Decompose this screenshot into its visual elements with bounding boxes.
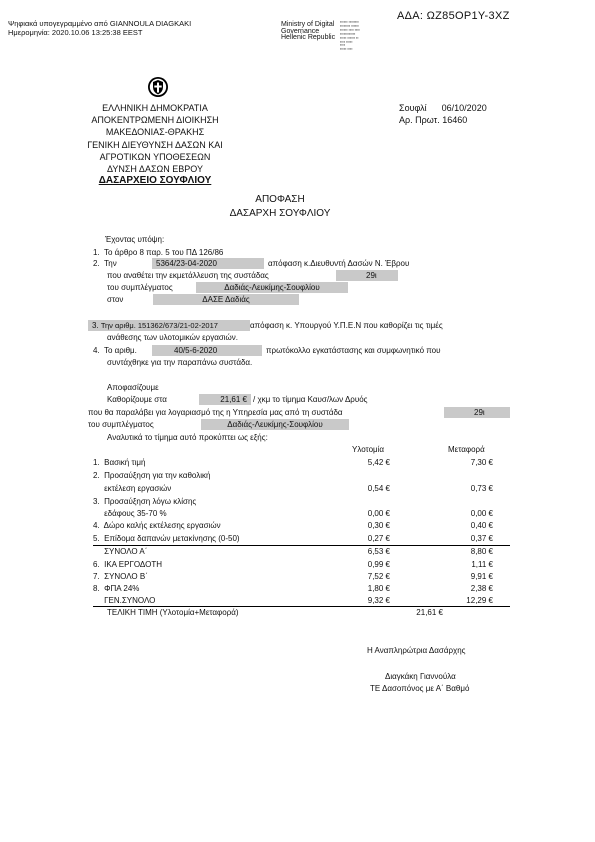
table-row-transport: 12,29 € <box>466 596 493 605</box>
table-row-label: 6. ΙΚΑ ΕΡΓΟΔΟΤΗ <box>93 560 162 569</box>
decide-line1-post: / χκμ το τίμημα Καυσ/λων Δρυός <box>253 395 368 404</box>
decide-line4: Αναλυτικά το τίμημα αυτό προκύπτει ως εξής: <box>107 433 268 442</box>
decide-line1: Καθορίζουμε στα <box>107 395 167 404</box>
decide-stand-value: 29ι <box>444 407 510 418</box>
table-row-transport: 2,38 € <box>470 584 493 593</box>
signatory-name: Διαγκάκη Γιαννούλα <box>385 672 456 681</box>
considering-item-2: 2. Την <box>93 259 117 268</box>
table-row-logging: 0,00 € <box>367 509 390 518</box>
authority-line: ΓΕΝΙΚΗ ΔΙΕΥΘΥΝΣΗ ΔΑΣΩΝ ΚΑΙ <box>87 139 223 150</box>
ministry-line: Hellenic Republic <box>281 34 336 41</box>
digital-signature-date: Ημερομηνία: 2020.10.06 13:25:38 EEST <box>8 28 143 37</box>
decide-line3: του συμπλέγματος <box>88 420 154 429</box>
ministry-line: Governance <box>281 27 320 35</box>
considering-item-4-line2: συντάχθηκε για την παραπάνω συστάδα. <box>107 358 253 367</box>
total-label: ΤΕΛΙΚΗ ΤΙΜΗ (Υλοτομία+Μεταφορά) <box>107 608 239 617</box>
director-decision-ref: 5364/23-04-2020 <box>152 258 264 269</box>
considering-item-2-line4: στον <box>107 295 124 304</box>
authority-block <box>50 102 260 187</box>
considering-item-2-line2: που αναθέτει την εκμετάλλευση της συστάδας <box>107 271 269 280</box>
place-date: Σουφλί 06/10/2020 <box>399 103 487 113</box>
protocol-text: πρωτόκολλο εγκατάστασης και συμφωνητικό που <box>266 346 441 355</box>
table-row-logging: 5,42 € <box>367 458 390 467</box>
considering-item-3-line2: ανάθεσης των υλοτομικών εργασιών. <box>107 333 239 342</box>
table-divider <box>93 606 510 607</box>
decide-heading: Αποφασίζουμε <box>107 383 159 392</box>
col-header-logging: Υλοτομία <box>352 445 385 454</box>
protocol-ref: 40/5-6-2020 <box>152 345 262 356</box>
ministerial-decision-text: απόφαση κ. Υπουργού Υ.Π.Ε.Ν που καθορίζει τις τιμές <box>250 321 443 330</box>
decide-complex-value: Δαδιάς-Λευκίμης-Σουφλίου <box>201 419 349 430</box>
table-row-label: 7. ΣΥΝΟΛΟ Β΄ <box>93 572 148 581</box>
ada-code: ΑΔΑ: ΩΖ85ΟΡ1Υ-3ΧΖ <box>397 10 510 22</box>
considering-item-2-line3: του συμπλέγματος <box>107 283 173 292</box>
considering-item-1: 1. Το άρθρο 8 παρ. 5 του ΠΔ 126/86 <box>93 248 224 257</box>
table-row-logging: 9,32 € <box>367 596 390 605</box>
protocol-number: Αρ. Πρωτ. 16460 <box>399 115 468 125</box>
authority-line: ΑΠΟΚΕΝΤΡΩΜΕΝΗ ΔΙΟΙΚΗΣΗ <box>91 115 219 126</box>
table-row-label: ΓΕΝ.ΣΥΝΟΛΟ <box>93 596 156 605</box>
table-row-label: 4. Δώρο καλής εκτέλεσης εργασιών <box>93 521 221 530</box>
table-row-transport: 0,00 € <box>470 509 493 518</box>
price-value: 21,61 € <box>199 394 251 405</box>
table-row-logging: 0,30 € <box>367 521 390 530</box>
assignee-value: ΔΑΣΕ Δαδιάς <box>153 294 299 305</box>
col-header-transport: Μεταφορά <box>448 445 485 454</box>
table-row-logging: 1,80 € <box>367 584 390 593</box>
office-name: ΔΑΣΑΡΧΕΙΟ ΣΟΥΦΛΙΟΥ <box>98 175 212 187</box>
item3-ref: Την αριθμ. 151362/673/21-02-2017 <box>100 321 218 330</box>
table-row-logging: 6,53 € <box>367 547 390 556</box>
table-divider <box>93 545 510 546</box>
decision-title <box>180 193 380 221</box>
table-row-label: 3. Προσαύξηση λόγω κλίσης <box>93 497 197 506</box>
table-row-transport: 9,91 € <box>470 572 493 581</box>
signatory-rank: ΤΕ Δασοπόνος με Α΄ Βαθμό <box>370 684 470 693</box>
director-decision-text: απόφαση κ.Διευθυντή Δασών Ν. Έβρου <box>268 259 410 268</box>
authority-line: ΔΥΝΣΗ ΔΑΣΩΝ ΕΒΡΟΥ <box>107 164 203 175</box>
considering-item-4: 4. Το αριθμ. <box>93 346 137 355</box>
table-row-logging: 0,99 € <box>367 560 390 569</box>
authority-line: ΜΑΚΕΔΟΝΙΑΣ-ΘΡΑΚΗΣ <box>105 127 205 138</box>
table-row-label: 5. Επίδομα δαπανών μετακίνησης (0-50) <box>93 534 240 543</box>
table-row-logging: 0,54 € <box>367 484 390 493</box>
table-row-label: ΣΥΝΟΛΟ Α΄ <box>93 547 148 556</box>
item3-number: 3. <box>92 321 99 330</box>
ministerial-decision-ref <box>88 320 250 331</box>
table-row-transport: 0,40 € <box>470 521 493 530</box>
table-row-label: 1. Βασική τιμή <box>93 458 146 467</box>
stand-value: 29ι <box>336 270 398 281</box>
authority-line: ΑΓΡΟΤΙΚΩΝ ΥΠΟΘΕΣΕΩΝ <box>99 151 211 162</box>
digital-signature-by: Ψηφιακά υπογεγραμμένο από GIANNOULA DIAGKAKI <box>8 19 192 28</box>
ministry-block <box>281 22 335 42</box>
signatory-role: Η Αναπληρώτρια Δασάρχης <box>367 646 466 655</box>
title-line: ΔΑΣΑΡΧΗ ΣΟΥΦΛΙΟΥ <box>229 208 331 219</box>
ministry-line: Ministry of Digital <box>281 21 335 28</box>
table-row-transport: 7,30 € <box>470 458 493 467</box>
complex-value: Δαδιάς-Λευκίμης-Σουφλίου <box>196 282 348 293</box>
table-row-logging: 7,52 € <box>367 572 390 581</box>
considering-heading: Έχοντας υπόψη: <box>105 235 165 244</box>
greek-coat-of-arms-icon <box>147 76 169 98</box>
total-value: 21,61 € <box>416 608 443 617</box>
authority-line: ΕΛΛΗΝΙΚΗ ΔΗΜΟΚΡΑΤΙΑ <box>102 103 208 113</box>
table-row-logging: 0,27 € <box>367 534 390 543</box>
title-line: ΑΠΟΦΑΣΗ <box>255 194 305 205</box>
signature-microtext: ▪▪▪▪▪▪ ▪▪▪▪▪▪▪▪ ▪▪▪▪▪▪▪▪ ▪▪▪▪▪▪ ▪▪▪▪▪▪ ▪▪▪▪ ▪▪▪▪ ▪▪▪▪▪▪▪▪▪▪▪▪ ▪▪▪▪▪ ▪▪▪▪▪▪ ▪▪ ▪▪▪▪ ▪▪▪▪▪ ▪▪▪▪ ▪▪▪▪▪ ▪▪▪▪ <box>340 20 360 52</box>
table-row-label: 2. Προσαύξηση για την καθολική <box>93 471 211 480</box>
table-row-transport: 1,11 € <box>471 560 493 569</box>
table-row-label: εδάφους 35-70 % <box>93 509 167 518</box>
table-row-transport: 0,37 € <box>470 534 493 543</box>
table-row-label: εκτέλεση εργασιών <box>93 484 172 493</box>
table-row-label: 8. ΦΠΑ 24% <box>93 584 140 593</box>
table-row-transport: 8,80 € <box>470 547 493 556</box>
table-row-transport: 0,73 € <box>470 484 493 493</box>
decide-line2: που θα παραλάβει για λογαριασμό της η Υπηρεσία μας από τη συστάδα <box>88 408 343 417</box>
